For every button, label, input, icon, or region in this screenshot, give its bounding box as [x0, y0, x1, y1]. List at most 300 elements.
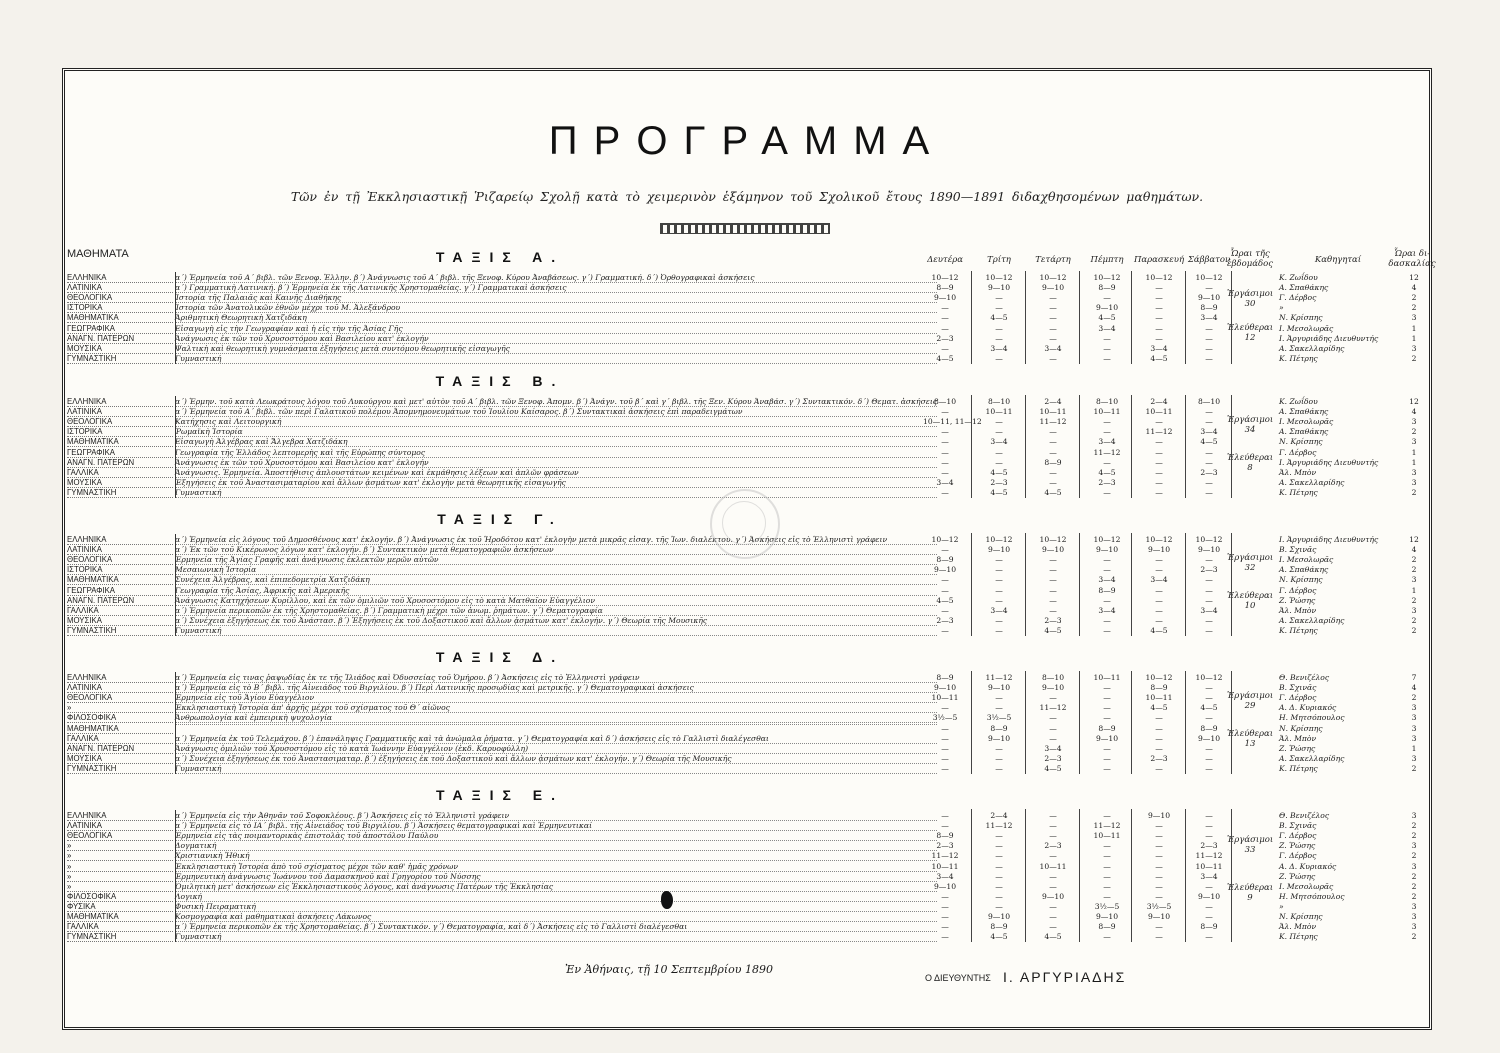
teacher-name: Α. Σπαθάκης [1279, 283, 1329, 293]
day-slot: — [1103, 683, 1111, 693]
day-slot: — [1049, 713, 1057, 723]
teaching-hours: 3 [1411, 605, 1417, 615]
lesson-content: α΄) Ἑρμηνεία εἰς τινας ῥαψῳδίας ἐκ τε τῆς Ἰλιάδος καὶ Ὀδυσσείας τοῦ Ὁμήρου. β΄) Ἀσκήσεις εἰς τὸ Ἑλληνιστὶ γράφειν [175, 673, 937, 683]
day-slot: — [1049, 585, 1057, 595]
day-slot: 8—9 [1200, 723, 1218, 733]
day-slot: 9—10 [1197, 545, 1221, 555]
day-slot: 4—5 [1150, 703, 1168, 713]
subject-name: ΜΑΘΗΜΑΤΙΚΑ [67, 575, 173, 585]
day-slot: 3—4 [1098, 575, 1116, 585]
day-slot: 11—12 [931, 851, 959, 861]
lesson-content: Ἱστορία τῆς Παλαιᾶς καὶ Καινῆς Διαθήκης [175, 293, 937, 303]
schedule-row [65, 313, 1431, 323]
schedule-row [65, 437, 1431, 447]
column-rule [1025, 533, 1026, 636]
column-rule [1025, 671, 1026, 774]
day-slot: — [995, 457, 1003, 467]
day-slot: 8—9 [990, 922, 1008, 932]
day-slot: — [1155, 323, 1163, 333]
day-slot: — [1155, 851, 1163, 861]
day-slot: — [941, 457, 949, 467]
day-slot: — [1205, 753, 1213, 763]
day-slot: — [995, 353, 1003, 363]
day-slot: — [1103, 293, 1111, 303]
day-slot: 10—11 [1093, 407, 1121, 417]
day-slot: — [1103, 427, 1111, 437]
day-slot: — [1205, 595, 1213, 605]
day-slot: — [941, 407, 949, 417]
lesson-content: Γυμναστική [175, 354, 937, 364]
schedule-row [65, 344, 1431, 354]
lesson-content: Ῥωμαϊκὴ Ἱστορία [175, 427, 937, 437]
footer-date: Ἐν Ἀθήναις, τῇ 10 Σεπτεμβρίου 1890 [565, 963, 773, 976]
teacher-name: Γ. Δέρβος [1279, 693, 1317, 703]
day-slot: — [1205, 831, 1213, 841]
day-slot: 9—10 [1147, 545, 1171, 555]
day-slot: — [995, 763, 1003, 773]
lesson-content: Γυμναστική [175, 626, 937, 636]
teaching-hours: 3 [1411, 901, 1417, 911]
teacher-name: Ἀλ. Μπὸν [1279, 467, 1317, 477]
day-slot: — [995, 615, 1003, 625]
day-slot: 3—4 [990, 343, 1008, 353]
lesson-content: Ἀνάγνωσις Κατηχήσεων Κυρίλλου, καὶ ἐκ τῶν ὁμιλιῶν τοῦ Χρυσοστόμου εἰς τὸ κατὰ Ματθαῖον Εὐαγγέλιον [175, 596, 937, 606]
day-slot: — [1205, 447, 1213, 457]
day-slot: — [1205, 323, 1213, 333]
day-slot: — [1103, 565, 1111, 575]
day-slot: — [1205, 811, 1213, 820]
subject-name: ΜΑΘΗΜΑΤΙΚΑ [67, 437, 173, 447]
day-slot: 10—12 [1195, 535, 1223, 544]
day-slot: 9—10 [933, 293, 957, 303]
column-rule [971, 809, 972, 942]
teaching-hours: 3 [1411, 811, 1417, 820]
day-slot: 2—4 [1150, 397, 1168, 406]
day-slot: 4—5 [1200, 703, 1218, 713]
subject-name: ΛΑΤΙΝΙΚΑ [67, 545, 173, 555]
day-slot: 3—4 [1200, 605, 1218, 615]
day-slot: 9—10 [933, 881, 957, 891]
day-slot: 11—12 [1093, 821, 1121, 831]
day-slot: — [1049, 871, 1057, 881]
free-hours-total: Ἐλεύθεραι 13 [1227, 728, 1274, 749]
day-slot: 8—10 [1041, 673, 1065, 682]
teacher-name: Γ. Δέρβος [1279, 585, 1317, 595]
lesson-content: Φυσικὴ Πειραματική [175, 902, 937, 912]
day-slot: — [1205, 575, 1213, 585]
day-slot: — [1103, 811, 1111, 820]
class-heading: ΤΑΞΙΣ Α. [435, 249, 565, 265]
day-slot: — [1103, 343, 1111, 353]
lesson-content: α΄) Γραμματικὴ Λατινική. β΄) Ἑρμηνεία ἐκ τῆς Λατινικῆς Χρηστομαθείας. γ΄) Γραμματικαὶ ἀσκήσεις [175, 283, 937, 293]
schedule-row [65, 397, 1431, 407]
day-slot: — [1205, 683, 1213, 693]
subject-name: ΕΛΛΗΝΙΚΑ [67, 673, 173, 683]
day-slot: — [1155, 831, 1163, 841]
teaching-hours: 2 [1411, 763, 1417, 773]
schedule-row [65, 754, 1431, 764]
day-slot: — [941, 743, 949, 753]
lesson-content: Ἀνάγνωσις. Ἑρμηνεία. Ἀποστήθισις ἀπλουστάτων κειμένων καὶ ἐκμάθησις λέξεων καὶ ἁπλῶν φράσεων [175, 468, 937, 478]
day-slot: — [1205, 693, 1213, 703]
day-slot: 9—10 [1095, 545, 1119, 555]
day-slot: 10—11 [1145, 693, 1173, 703]
day-slot: 10—12 [931, 273, 959, 282]
subject-name: ΘΕΟΛΟΓΙΚΑ [67, 293, 173, 303]
lesson-content: Κατήχησις καὶ Λειτουργική [175, 417, 937, 427]
day-header-wednesday: Τετάρτη [1035, 255, 1071, 265]
day-slot: — [1049, 811, 1057, 820]
day-slot: 8—9 [990, 723, 1008, 733]
day-slot: — [941, 605, 949, 615]
lesson-content: α΄) Ἑρμηνεία τοῦ Α΄ βιβλ. τῶν περὶ Γαλατικοῦ πολέμου Ἀπομνημονευμάτων τοῦ Ἰουλίου Καίσαρος. β΄) Συντακτικαὶ ἀσκήσεις ἐπὶ παραδειγμάτων [175, 407, 937, 417]
teaching-hours: 1 [1411, 743, 1417, 753]
subject-name: ΘΕΟΛΟΓΙΚΑ [67, 693, 173, 703]
subject-name: ΓΑΛΛΙΚΑ [67, 468, 173, 478]
day-slot: — [1205, 487, 1213, 497]
day-slot: — [1103, 457, 1111, 467]
day-slot: 2—3 [936, 615, 954, 625]
day-slot: 9—10 [1147, 811, 1171, 820]
day-slot: — [1155, 605, 1163, 615]
subject-name: » [67, 872, 173, 882]
day-slot: 10—11 [1195, 861, 1223, 871]
day-slot: 2—3 [1200, 467, 1218, 477]
teacher-name: Β. Σχινᾶς [1279, 821, 1317, 831]
column-rule [1185, 809, 1186, 942]
day-slot: — [1103, 753, 1111, 763]
teaching-hours: 2 [1411, 871, 1417, 881]
day-slot: — [1205, 417, 1213, 427]
subject-name: ΓΥΜΝΑΣΤΙΚΗ [67, 354, 173, 364]
day-slot: — [995, 323, 1003, 333]
column-rule [1185, 671, 1186, 774]
column-rule [1131, 271, 1132, 364]
day-slot: — [1155, 283, 1163, 293]
day-slot: 10—12 [1039, 273, 1067, 282]
day-slot: 8—9 [936, 673, 954, 682]
day-slot: — [941, 545, 949, 555]
schedule-row [65, 673, 1431, 683]
day-slot: 9—10 [987, 733, 1011, 743]
day-slot: — [1155, 457, 1163, 467]
day-slot: — [941, 932, 949, 942]
day-slot: — [1155, 313, 1163, 323]
day-slot: — [1155, 891, 1163, 901]
day-slot: 10—11 [1093, 673, 1121, 682]
lesson-content: Ἀνάγνωσις ἐκ τῶν τοῦ Χρυσοστόμου καὶ Βασιλείου κατ' ἐκλογήν [175, 458, 937, 468]
subject-name: ΘΕΟΛΟΓΙΚΑ [67, 555, 173, 565]
day-slot: 2—3 [1044, 615, 1062, 625]
subject-name: ΑΝΑΓΝ. ΠΑΤΕΡΩΝ [67, 334, 173, 344]
subject-name: ΓΑΛΛΙΚΑ [67, 606, 173, 616]
column-rule [1185, 533, 1186, 636]
day-slot: 4—5 [990, 313, 1008, 323]
day-header-friday: Παρασκευή [1133, 255, 1185, 265]
day-slot: — [1049, 831, 1057, 841]
day-slot: 4—5 [1044, 763, 1062, 773]
day-slot: — [1049, 313, 1057, 323]
class-heading: ΤΑΞΙΣ Β. [435, 373, 565, 389]
teachers-header: Καθηγηταί [1314, 255, 1362, 265]
day-slot: — [1103, 615, 1111, 625]
day-slot: — [941, 753, 949, 763]
subject-name: ΜΟΥΣΙΚΑ [67, 754, 173, 764]
subject-name: » [67, 882, 173, 892]
schedule-row [65, 912, 1431, 922]
teacher-name: Γ. Δέρβος [1279, 851, 1317, 861]
lesson-content: Γυμναστική [175, 764, 937, 774]
lesson-content: α΄) Ἑρμηνεία εἰς τὸ Β΄ βιβλ. τῆς Αἰνειάδος τοῦ Βιργιλίου. β΄) Περὶ Λατινικῆς προσῳδίας καὶ μετρικῆς. γ΄) Θεματογραφικαὶ ἀσκήσεις [175, 683, 937, 693]
teacher-name: Γ. Δέρβος [1279, 447, 1317, 457]
day-slot: — [1155, 585, 1163, 595]
day-slot: — [1049, 851, 1057, 861]
lesson-content: Ἑρμηνεία τῆς Ἁγίας Γραφῆς καὶ ἀνάγνωσις ἐκλεκτῶν μερῶν αὐτῶν [175, 555, 937, 565]
page-subtitle: Τῶν ἐν τῇ Ἐκκλησιαστικῇ Ῥιζαρείῳ Σχολῇ κατὰ τὸ χειμερινὸν ἑξάμηνον τοῦ Σχολικοῦ ἔτους 1890—1891 διδαχθησομένων μαθημάτων. [290, 189, 1204, 204]
row-bracket [175, 272, 176, 364]
teaching-hours: 12 [1409, 273, 1419, 282]
day-slot: 8—9 [1200, 303, 1218, 313]
subject-name: ΙΣΤΟΡΙΚΑ [67, 427, 173, 437]
day-slot: 9—10 [1095, 733, 1119, 743]
day-slot: — [941, 625, 949, 635]
teacher-name: Α. Σακελλαρίδης [1279, 753, 1345, 763]
day-slot: — [995, 901, 1003, 911]
day-slot: — [1205, 343, 1213, 353]
day-slot: 3—4 [1098, 323, 1116, 333]
column-rule [1185, 271, 1186, 364]
day-slot: — [941, 447, 949, 457]
day-slot: — [941, 763, 949, 773]
day-slot: — [1205, 333, 1213, 343]
day-header-monday: Δευτέρα [927, 255, 963, 265]
day-slot: — [995, 585, 1003, 595]
lesson-content: Γεωγραφία τῆς Ἀσίας, Ἀφρικῆς καὶ Ἀμερικῆς [175, 586, 937, 596]
lesson-content: Χριστιανικὴ Ἠθική [175, 851, 937, 861]
subject-name: ΕΛΛΗΝΙΚΑ [67, 811, 173, 821]
day-slot: 8—9 [1044, 457, 1062, 467]
subject-name: ΑΝΑΓΝ. ΠΑΤΕΡΩΝ [67, 744, 173, 754]
teaching-hours: 2 [1411, 821, 1417, 831]
teacher-name: Ν. Κρίσπης [1279, 313, 1323, 323]
day-slot: 10—11 [931, 693, 959, 703]
teaching-hours: 2 [1411, 625, 1417, 635]
lesson-content: Ἑρμηνεία εἰς τὰς ποιμαντορικὰς ἐπιστολὰς τοῦ ἀποστόλου Παύλου [175, 831, 937, 841]
day-slot: — [1155, 881, 1163, 891]
schedule-row [65, 575, 1431, 585]
day-slot: 10—12 [1145, 535, 1173, 544]
teaching-hours: 2 [1411, 881, 1417, 891]
day-slot: 10—12 [1145, 673, 1173, 682]
teaching-hours: 3 [1411, 733, 1417, 743]
subject-name: ΓΥΜΝΑΣΤΙΚΗ [67, 764, 173, 774]
day-slot: 8—10 [1197, 397, 1221, 406]
day-slot: 9—10 [1041, 891, 1065, 901]
day-slot: — [1049, 821, 1057, 831]
teacher-name: Ι. Μεσολωρᾶς [1279, 555, 1334, 565]
day-slot: 3½—5 [1146, 901, 1172, 911]
day-slot: — [1049, 293, 1057, 303]
day-slot: — [1155, 861, 1163, 871]
day-slot: — [1103, 693, 1111, 703]
teacher-name: Ι. Ἀργυριάδης Διευθυντής [1279, 457, 1379, 467]
column-rule [1079, 533, 1080, 636]
weekly-hours-header: Ὧραι τῆς ἑβδομάδος [1227, 249, 1273, 269]
column-rule [1131, 395, 1132, 498]
day-slot: — [1049, 693, 1057, 703]
day-slot: — [1205, 743, 1213, 753]
day-slot: — [941, 427, 949, 437]
day-header-tuesday: Τρίτη [987, 255, 1011, 265]
footer-director-label: Ο ΔΙΕΥΘΥΝΤΗΣ [925, 973, 991, 983]
day-slot: — [941, 891, 949, 901]
day-slot: — [995, 861, 1003, 871]
day-slot: — [1205, 477, 1213, 487]
schedule-row [65, 932, 1431, 942]
subject-name: ΜΑΘΗΜΑΤΙΚΑ [67, 313, 173, 323]
subject-name: ΛΑΤΙΝΙΚΑ [67, 283, 173, 293]
day-slot: — [995, 333, 1003, 343]
column-rule [1025, 809, 1026, 942]
teacher-name: Ν. Κρίσπης [1279, 575, 1323, 585]
day-slot: — [1155, 595, 1163, 605]
subject-name: » [67, 841, 173, 851]
day-slot: — [1155, 447, 1163, 457]
lesson-content: Ἐξηγήσεις ἐκ τοῦ Ἀναστασιματαρίου καὶ ἄλλων ᾀσμάτων κατ' ἐκλογὴν μετὰ θεωρητικῆς εἰσαγωγῆς [175, 478, 937, 488]
teaching-hours: 2 [1411, 693, 1417, 703]
day-slot: — [995, 703, 1003, 713]
schedule-row [65, 478, 1431, 488]
day-slot: — [1155, 303, 1163, 313]
lesson-content: α΄) Ἑρμηνεία εἰς τὴν Ἀθηνᾶν τοῦ Σοφοκλέους. β΄) Ἀσκήσεις εἰς τὸ Ἑλληνιστὶ γράφειν [175, 811, 937, 821]
day-slot: 4—5 [1150, 353, 1168, 363]
weekly-hours-total: Ἐργάσιμοι 34 [1227, 415, 1274, 436]
day-slot: 2—3 [1200, 841, 1218, 851]
teaching-hours: 3 [1411, 437, 1417, 447]
lesson-content: α΄) Συνέχεια ἐξηγήσεως ἐκ τοῦ Ἀνάστασ. β΄) Ἐξηγήσεις ἐκ τοῦ Δοξαστικοῦ καὶ ἄλλων ᾀσμάτων κατ' ἐκλογήν. γ΄) Θεωρία τῆς Μουσικῆς [175, 616, 937, 626]
day-slot: 10—12 [931, 535, 959, 544]
day-slot: 8—9 [1200, 922, 1218, 932]
day-slot: 9—10 [987, 683, 1011, 693]
day-slot: 4—5 [1044, 932, 1062, 942]
day-slot: 8—9 [1098, 283, 1116, 293]
day-slot: 9—10 [987, 283, 1011, 293]
day-slot: — [1049, 427, 1057, 437]
day-slot: — [1205, 283, 1213, 293]
day-slot: — [995, 693, 1003, 703]
class-heading: ΤΑΞΙΣ Δ. [435, 649, 565, 665]
lesson-content: α΄) Ἑρμηνεία τοῦ Α΄ βιβλ. τῶν Ξενοφ. Ἑλλην. β΄) Ἀνάγνωσις τοῦ Α΄ βιβλ. τῆς Ξενοφ. Κύρου Ἀναβάσεως. γ΄) Γραμματική. δ΄) Ὀρθογραφικαὶ ἀσκήσεις [175, 273, 937, 283]
day-slot: — [1155, 841, 1163, 851]
column-rule [1231, 395, 1232, 498]
subject-name: ΜΟΥΣΙΚΑ [67, 344, 173, 354]
teaching-hours: 2 [1411, 353, 1417, 363]
day-slot: 11—12 [1039, 417, 1067, 427]
day-slot: — [1205, 763, 1213, 773]
day-slot: — [995, 831, 1003, 841]
subject-name: ΙΣΤΟΡΙΚΑ [67, 565, 173, 575]
day-slot: 4—5 [936, 353, 954, 363]
day-slot: — [1103, 487, 1111, 497]
day-slot: — [1049, 447, 1057, 457]
day-slot: — [1103, 555, 1111, 565]
day-slot: 10—11 [985, 407, 1013, 417]
day-slot: 11—12 [985, 673, 1013, 682]
teacher-name: Ζ. Ῥώσης [1279, 595, 1316, 605]
day-slot: — [1205, 353, 1213, 363]
day-slot: 11—12 [1145, 427, 1173, 437]
day-slot: — [1205, 615, 1213, 625]
day-slot: 2—4 [1044, 397, 1062, 406]
column-rule [1131, 671, 1132, 774]
schedule-row [65, 872, 1431, 882]
day-slot: 4—5 [990, 467, 1008, 477]
teacher-name: Κ. Ζωΐδου [1279, 273, 1318, 282]
day-slot: 9—10 [933, 683, 957, 693]
day-slot: — [1049, 477, 1057, 487]
teacher-name: Α. Δ. Κυριακός [1279, 861, 1337, 871]
day-slot: — [995, 881, 1003, 891]
day-slot: — [1155, 763, 1163, 773]
day-slot: — [1049, 353, 1057, 363]
schedule-row [65, 354, 1431, 364]
lesson-content: Λογική [175, 892, 937, 902]
teacher-name: Α. Δ. Κυριακός [1279, 703, 1337, 713]
day-slot: — [1103, 417, 1111, 427]
day-slot: 3—4 [1150, 343, 1168, 353]
day-slot: — [1049, 575, 1057, 585]
day-slot: 2—3 [1044, 753, 1062, 763]
day-slot: 2—3 [1098, 477, 1116, 487]
day-slot: 2—3 [936, 841, 954, 851]
column-rule [971, 271, 972, 364]
day-slot: — [1103, 333, 1111, 343]
teaching-hours: 3 [1411, 912, 1417, 921]
day-slot: — [1205, 713, 1213, 723]
teaching-hours: 3 [1411, 467, 1417, 477]
teacher-name: Α. Σακελλαρίδης [1279, 615, 1345, 625]
day-slot: — [1049, 323, 1057, 333]
schedule-row [65, 811, 1431, 821]
schedule-row [65, 713, 1431, 723]
day-slot: — [1205, 881, 1213, 891]
day-slot: — [1155, 333, 1163, 343]
subject-name: ΓΥΜΝΑΣΤΙΚΗ [67, 488, 173, 498]
teaching-hours: 2 [1411, 303, 1417, 313]
teaching-hours: 4 [1411, 407, 1417, 417]
teacher-name: Ν. Κρίσπης [1279, 723, 1323, 733]
teacher-name: Θ. Βενιζέλος [1279, 673, 1330, 682]
day-slot: 3—4 [936, 871, 954, 881]
day-slot: 3—4 [1200, 871, 1218, 881]
day-slot: — [1103, 861, 1111, 871]
day-slot: — [1205, 901, 1213, 911]
day-header-saturday: Σάββατον [1187, 255, 1231, 265]
subject-name: ΙΣΤΟΡΙΚΑ [67, 303, 173, 313]
day-slot: — [1155, 932, 1163, 942]
teaching-hours: 3 [1411, 922, 1417, 932]
day-slot: — [1155, 743, 1163, 753]
column-rule [1025, 271, 1026, 364]
teacher-name: Ἀλ. Μπὸν [1279, 605, 1317, 615]
day-slot: 8—9 [936, 555, 954, 565]
teaching-hours: 3 [1411, 477, 1417, 487]
day-slot: 4—5 [1200, 437, 1218, 447]
day-slot: 4—5 [936, 595, 954, 605]
day-slot: — [1049, 881, 1057, 891]
column-rule [971, 395, 972, 498]
day-slot: 9—10 [1095, 303, 1119, 313]
